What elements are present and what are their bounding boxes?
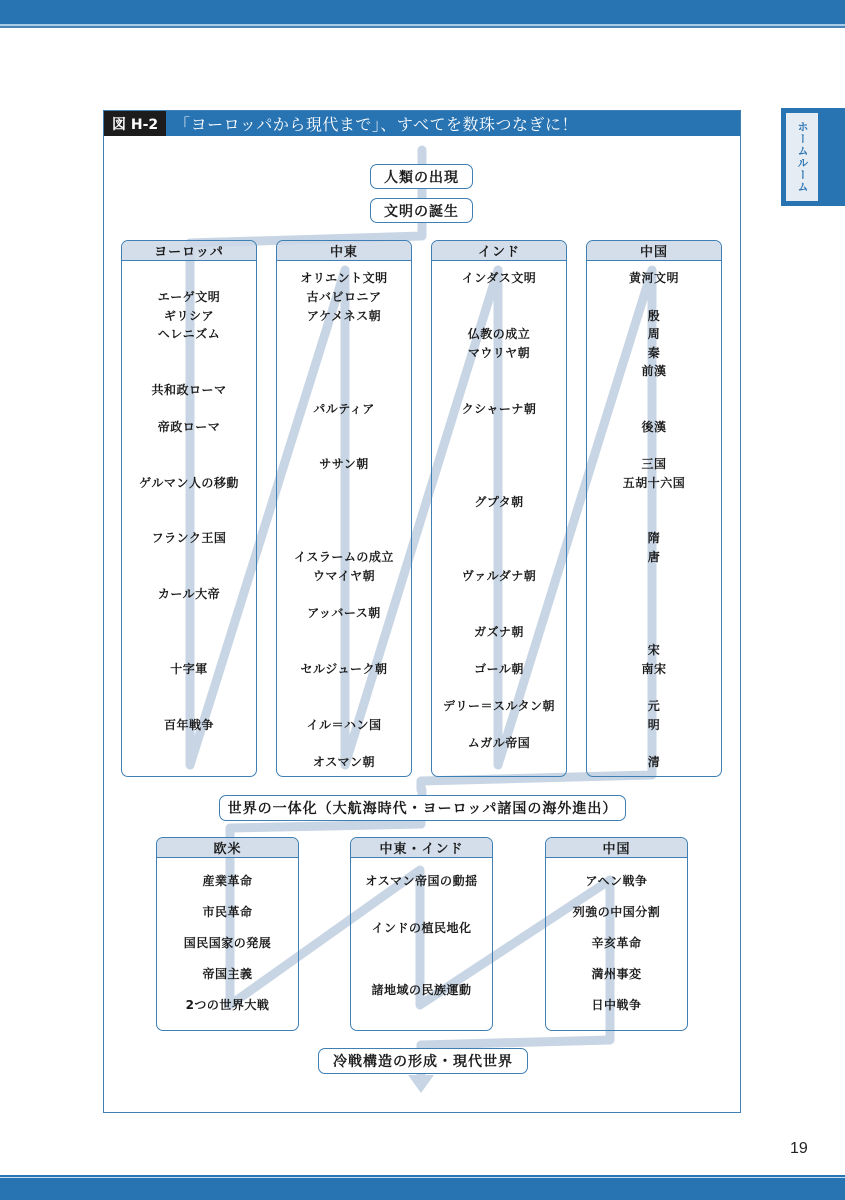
timeline-item: 古バビロニア — [306, 290, 382, 304]
timeline-item: ヴァルダナ朝 — [461, 569, 537, 583]
timeline-item: 帝国主義 — [202, 967, 253, 981]
timeline-item: ウマイヤ朝 — [312, 569, 376, 583]
pill-world-unification — [219, 795, 626, 821]
timeline-item: 日中戦争 — [591, 998, 642, 1012]
timeline-item: オリエント文明 — [300, 271, 388, 285]
timeline-item: グプタ朝 — [474, 495, 524, 509]
column-header: インド — [432, 241, 566, 261]
timeline-item: デリー＝スルタン朝 — [442, 699, 556, 713]
timeline-item: 三国 — [641, 457, 667, 471]
column-header: 中国 — [587, 241, 721, 261]
timeline-item: インドの植民地化 — [371, 921, 472, 935]
side-tab-label-box — [786, 113, 818, 201]
timeline-item: 秦 — [647, 346, 661, 360]
timeline-item: インダス文明 — [461, 271, 537, 285]
timeline-item: イスラームの成立 — [294, 550, 394, 564]
timeline-item: 唐 — [647, 550, 661, 564]
figure-id: 図 H-2 — [104, 111, 166, 136]
timeline-item: 市民革命 — [202, 905, 253, 919]
timeline-item: 帝政ローマ — [157, 420, 221, 434]
side-tab-label: ホームルーム — [796, 121, 809, 193]
top-rule-dark — [0, 26, 845, 28]
timeline-item: 南宋 — [641, 662, 667, 676]
timeline-item: 前漢 — [641, 364, 667, 378]
timeline-item: 周 — [647, 327, 661, 341]
timeline-item: マウリヤ朝 — [467, 346, 531, 360]
timeline-item: 宋 — [647, 643, 661, 657]
timeline-item: 黄河文明 — [628, 271, 679, 285]
timeline-item: 産業革命 — [202, 874, 253, 888]
timeline-item: 殷 — [647, 309, 661, 323]
timeline-item: 明 — [647, 718, 661, 732]
timeline-item: 仏教の成立 — [467, 327, 531, 341]
column-header: 中東・インド — [351, 838, 492, 858]
timeline-item: ギリシア — [163, 309, 214, 323]
timeline-item: 清 — [647, 755, 661, 769]
timeline-item: 十字軍 — [170, 662, 208, 676]
timeline-item: 百年戦争 — [163, 718, 214, 732]
timeline-item: クシャーナ朝 — [461, 402, 537, 416]
pill-cold-war-modern — [318, 1048, 528, 1074]
timeline-item: ササン朝 — [319, 457, 369, 471]
timeline-item: アケメネス朝 — [306, 309, 382, 323]
timeline-item: 満州事変 — [591, 967, 642, 981]
timeline-item: 後漢 — [641, 420, 667, 434]
timeline-item: 国民国家の発展 — [183, 936, 272, 950]
pill-civilization-birth — [370, 198, 473, 223]
timeline-item: ゴール朝 — [474, 662, 524, 676]
timeline-item: アッバース朝 — [307, 606, 381, 620]
timeline-item: 列強の中国分割 — [572, 905, 661, 919]
side-tab[interactable] — [781, 108, 845, 206]
pill-label: 冷戦構造の形成・現代世界 — [333, 1054, 513, 1070]
timeline-item: 諸地域の民族運動 — [371, 983, 472, 997]
column-header: 中東 — [277, 241, 411, 261]
timeline-item: カール大帝 — [157, 587, 221, 601]
pill-human-emergence — [370, 164, 473, 189]
pill-label: 人類の出現 — [384, 169, 459, 186]
timeline-item: ムガル帝国 — [467, 736, 531, 750]
timeline-item: 辛亥革命 — [591, 936, 642, 950]
column-china-modern — [545, 837, 688, 1031]
timeline-item: 元 — [647, 699, 661, 713]
timeline-item: ガズナ朝 — [474, 625, 524, 639]
timeline-item: 共和政ローマ — [151, 383, 227, 397]
column-header: 欧米 — [157, 838, 298, 858]
timeline-item: ゲルマン人の移動 — [139, 476, 239, 490]
bottom-band — [0, 1178, 845, 1200]
pill-label: 世界の一体化（大航海時代・ヨーロッパ諸国の海外進出） — [227, 801, 618, 817]
timeline-item: オスマン帝国の動揺 — [365, 874, 478, 888]
top-band — [0, 0, 845, 24]
column-west — [156, 837, 299, 1031]
timeline-item: パルティア — [313, 402, 375, 416]
column-middle-east-india — [350, 837, 493, 1031]
timeline-item: エーゲ文明 — [157, 290, 221, 304]
timeline-item: 隋 — [647, 531, 661, 545]
timeline-item: セルジューク朝 — [300, 662, 388, 676]
timeline-item: アヘン戦争 — [585, 874, 648, 888]
figure-header — [104, 111, 740, 136]
timeline-item: ヘレニズム — [157, 327, 221, 341]
timeline-item: フランク王国 — [151, 531, 227, 545]
timeline-item: 2つの世界大戦 — [185, 998, 270, 1012]
pill-label: 文明の誕生 — [384, 203, 459, 220]
timeline-item: 五胡十六国 — [622, 476, 686, 490]
page-number: 19 — [790, 1140, 808, 1157]
timeline-item: オスマン朝 — [312, 755, 376, 769]
column-header: 中国 — [546, 838, 687, 858]
column-header: ヨーロッパ — [122, 241, 256, 261]
figure-title: 「ヨーロッパから現代まで」、すべてを数珠つなぎに！ — [174, 115, 579, 134]
timeline-item: イル＝ハン国 — [306, 718, 382, 732]
